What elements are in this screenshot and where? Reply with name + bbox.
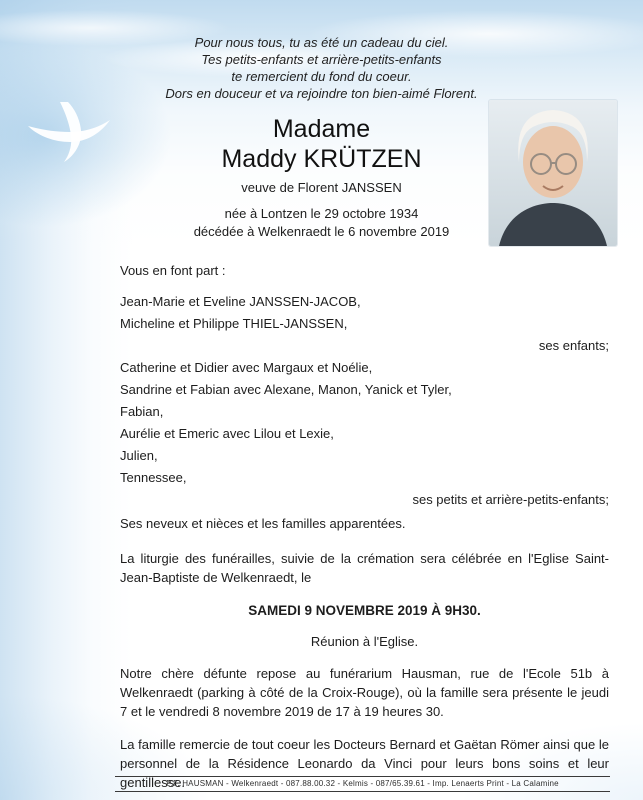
child-line: Micheline et Philippe THIEL-JANSSEN, — [120, 316, 348, 331]
announcement-body — [120, 263, 609, 792]
grandchildren-label: ses petits et arrière-petits-enfants; — [412, 492, 609, 507]
intro-line: Vous en font part : — [120, 263, 226, 278]
funeral-home-footer — [115, 776, 610, 792]
child-line: Jean-Marie et Eveline JANSSEN-JACOB, — [120, 294, 361, 309]
grandchild-line: Tennessee, — [120, 470, 187, 485]
title-madame: Madame — [272, 115, 371, 143]
grandchild-line: Julien, — [120, 448, 158, 463]
death-line: décédée à Welkenraedt le 6 novembre 2019 — [193, 224, 450, 239]
quote-line-2: Tes petits-enfants et arrière-petits-enfants — [201, 52, 442, 67]
quote-line-1: Pour nous tous, tu as été un cadeau du ciel. — [194, 35, 449, 50]
funerarium-paragraph: Notre chère défunte repose au funérarium Hausman, rue de l'Ecole 51b à Welkenraedt (parking à côté de la Croix-Rouge), où la famille sera présente le jeudi 7 et le vendredi 8 novembre 2019 de 17 à 19 heures 30. — [120, 666, 609, 719]
family-line: Ses neveux et nièces et les familles apparentées. — [120, 516, 406, 531]
birth-line: née à Lontzen le 29 octobre 1934 — [224, 206, 419, 221]
widow-line: veuve de Florent JANSSEN — [241, 180, 402, 195]
memorial-quote — [0, 34, 643, 102]
liturgy-paragraph: La liturgie des funérailles, suivie de la crémation sera célébrée en l'Eglise Saint-Jean-Baptiste de Welkenraedt, le — [120, 551, 609, 585]
grandchild-line: Sandrine et Fabian avec Alexane, Manon, Yanick et Tyler, — [120, 382, 452, 397]
ceremony-date: SAMEDI 9 NOVEMBRE 2019 À 9H30. — [248, 603, 481, 618]
thanks-paragraph: La famille remercie de tout coeur les Docteurs Bernard et Gaëtan Römer ainsi que le personnel de la Résidence Leonardo da Vinci pour leurs bons soins et leur gentillesse. — [120, 737, 609, 790]
quote-line-3: te remercient du fond du coeur. — [231, 69, 412, 84]
quote-line-4: Dors en douceur et va rejoindre ton bien-aimé Florent. — [165, 86, 478, 101]
deceased-name: Maddy KRÜTZEN — [221, 145, 422, 173]
children-label: ses enfants; — [538, 338, 609, 353]
life-dates — [0, 205, 643, 241]
grandchild-line: Catherine et Didier avec Margaux et Noélie, — [120, 360, 373, 375]
footer-text: P.F. HAUSMAN - Welkenraedt - 087.88.00.32 - Kelmis - 087/65.39.61 - Imp. Lenaerts Print - La Calamine — [166, 779, 559, 788]
grandchild-line: Fabian, — [120, 404, 164, 419]
grandchild-line: Aurélie et Emeric avec Lilou et Lexie, — [120, 426, 334, 441]
meeting-line: Réunion à l'Eglise. — [310, 634, 419, 649]
